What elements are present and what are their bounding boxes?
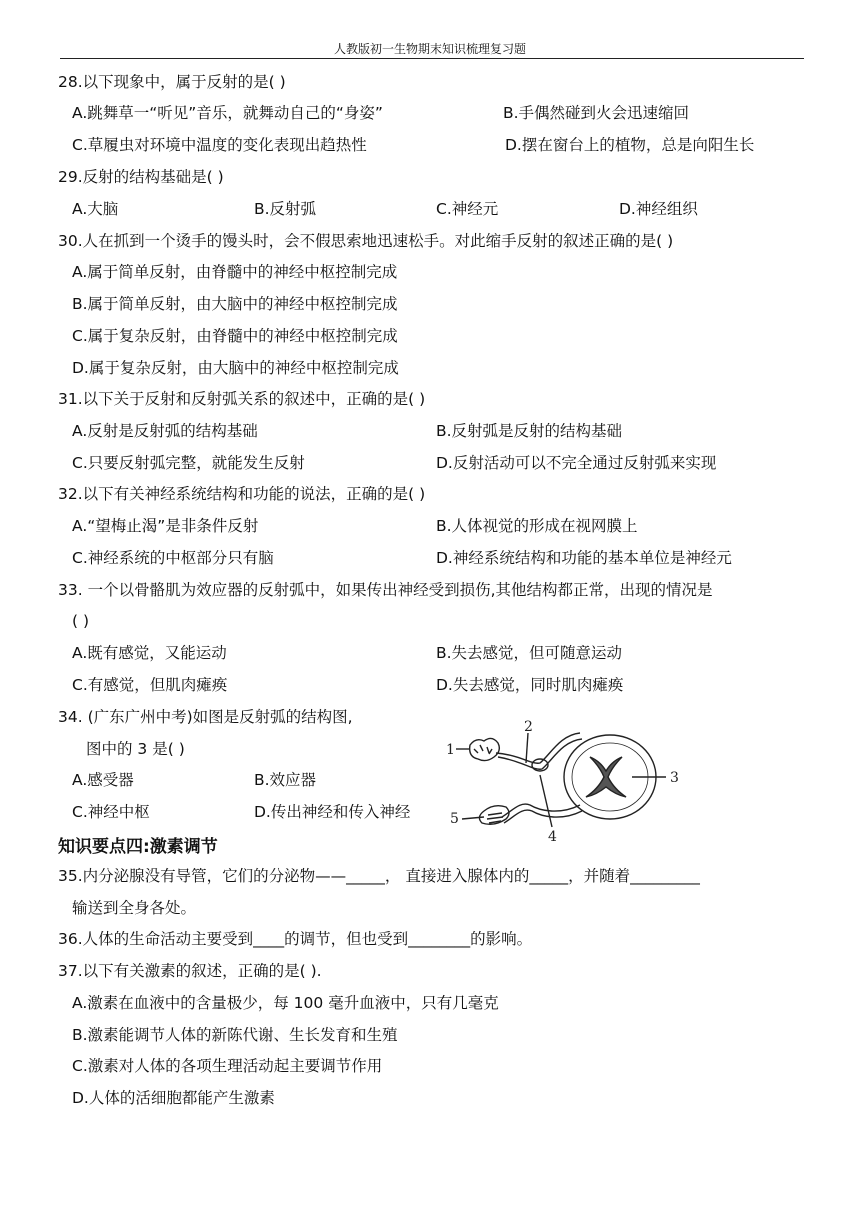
receptor-texture [474, 745, 492, 754]
q31-option-c: C.只要反射弧完整，就能发生反射 [72, 454, 305, 472]
figure-label-3: 3 [670, 770, 679, 786]
q31-option-d: D.反射活动可以不完全通过反射弧来实现 [436, 454, 717, 472]
q28-option-d: D.摆在窗台上的植物，总是向阳生长 [505, 136, 755, 154]
q36-line1: 36.人体的生命活动主要受到____的调节，但也受到________的影响。 [58, 930, 533, 948]
q34-option-c: C.神经中枢 [72, 803, 150, 821]
q33-option-d: D.失去感觉，同时肌肉瘫痪 [436, 676, 624, 694]
q32-option-d: D.神经系统结构和功能的基本单位是神经元 [436, 549, 732, 567]
q33-stem-line2: ( ) [72, 612, 90, 630]
q28-option-c: C.草履虫对环境中温度的变化表现出趋热性 [72, 136, 367, 154]
q37-stem: 37.以下有关激素的叙述，正确的是( ). [58, 962, 322, 980]
q32-option-a: A.“望梅止渴”是非条件反射 [72, 517, 259, 535]
q32-stem: 32.以下有关神经系统结构和功能的说法，正确的是( ) [58, 485, 426, 503]
afferent-nerve-outer [498, 739, 582, 769]
q32-option-b: B.人体视觉的形成在视网膜上 [436, 517, 638, 535]
q31-option-a: A.反射是反射弧的结构基础 [72, 422, 258, 440]
figure-label-4: 4 [548, 829, 557, 845]
q34-option-d: D.传出神经和传入神经 [254, 803, 411, 821]
q35-line1: 35.内分泌腺没有导管，它们的分泌物——_____， 直接进入腺体内的_____，并随着_________ [58, 867, 700, 885]
q28-option-a: A.跳舞草一“听见”音乐，就舞动自己的“身姿” [72, 104, 383, 122]
figure-label-2: 2 [524, 719, 533, 735]
q29-option-c: C.神经元 [436, 200, 499, 218]
q28-option-b: B.手偶然碰到火会迅速缩回 [503, 104, 690, 122]
q33-stem-line1: 33. 一个以骨骼肌为效应器的反射弧中，如果传出神经受到损伤,其他结构都正常，出现的情况是 [58, 581, 713, 599]
q33-option-a: A.既有感觉，又能运动 [72, 644, 227, 662]
q35-line2: 输送到全身各处。 [72, 899, 197, 917]
q30-stem: 30.人在抓到一个烫手的馒头时，会不假思索地迅速松手。对此缩手反射的叙述正确的是( ) [58, 232, 674, 250]
q34-option-b: B.效应器 [254, 771, 317, 789]
header-title: 人教版初一生物期末知识梳理复习题 [333, 42, 526, 56]
q37-option-a: A.激素在血液中的含量极少，每 100 毫升血液中，只有几毫克 [72, 994, 499, 1012]
q30-option-b: B.属于简单反射，由大脑中的神经中枢控制完成 [72, 295, 398, 313]
section-heading: 知识要点四:激素调节 [58, 837, 218, 857]
q34-stem-line1: 34. (广东广州中考)如图是反射弧的结构图, [58, 708, 353, 726]
q30-option-d: D.属于复杂反射，由大脑中的神经中枢控制完成 [72, 359, 399, 377]
q31-stem: 31.以下关于反射和反射弧关系的叙述中，正确的是( ) [58, 390, 426, 408]
q28-stem: 28.以下现象中，属于反射的是( ) [58, 73, 286, 91]
figure-label-1: 1 [446, 742, 455, 758]
q37-option-c: C.激素对人体的各项生理活动起主要调节作用 [72, 1057, 383, 1075]
leader-line-4 [540, 775, 552, 827]
q33-option-b: B.失去感觉，但可随意运动 [436, 644, 623, 662]
q30-option-c: C.属于复杂反射，由脊髓中的神经中枢控制完成 [72, 327, 398, 345]
q29-option-d: D.神经组织 [619, 200, 698, 218]
header-rule [60, 58, 804, 59]
q37-option-b: B.激素能调节人体的新陈代谢、生长发育和生殖 [72, 1026, 398, 1044]
q33-option-c: C.有感觉，但肌肉瘫痪 [72, 676, 228, 694]
q37-option-d: D.人体的活细胞都能产生激素 [72, 1089, 275, 1107]
q29-stem: 29.反射的结构基础是( ) [58, 168, 224, 186]
q31-option-b: B.反射弧是反射的结构基础 [436, 422, 623, 440]
figure-label-5: 5 [450, 811, 459, 827]
efferent-nerve-outer [504, 810, 582, 823]
q32-option-c: C.神经系统的中枢部分只有脑 [72, 549, 274, 567]
q29-option-b: B.反射弧 [254, 200, 317, 218]
grey-matter [586, 757, 626, 797]
leader-line-2 [526, 733, 528, 763]
reflex-arc-figure [440, 715, 690, 845]
q34-stem-line2: 图中的 3 是( ) [86, 740, 185, 758]
effector-texture [487, 813, 503, 823]
q34-option-a: A.感受器 [72, 771, 134, 789]
leader-line-5 [462, 817, 484, 819]
q29-option-a: A.大脑 [72, 200, 119, 218]
q30-option-a: A.属于简单反射，由脊髓中的神经中枢控制完成 [72, 263, 398, 281]
